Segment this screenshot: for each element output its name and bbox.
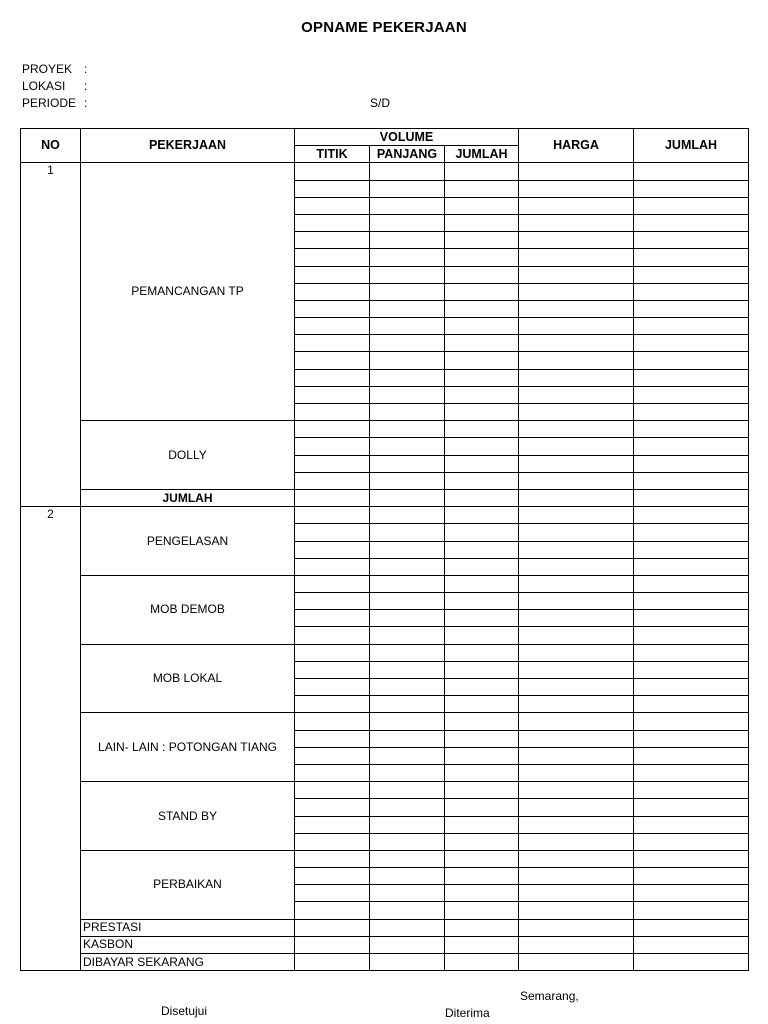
table-cell[interactable] (370, 283, 445, 300)
header-no: NO (21, 129, 81, 163)
table-cell[interactable] (519, 386, 634, 403)
table-cell[interactable] (445, 730, 519, 747)
table-body (21, 163, 749, 971)
table-cell[interactable] (370, 266, 445, 283)
meta-label: LOKASI (22, 79, 66, 93)
table-cell[interactable] (295, 610, 370, 627)
table-cell[interactable] (295, 902, 370, 919)
table-cell[interactable] (295, 764, 370, 781)
table-cell[interactable] (370, 489, 445, 506)
table-cell[interactable] (295, 730, 370, 747)
table-cell[interactable] (634, 266, 749, 283)
table-cell[interactable] (295, 163, 370, 180)
table-cell[interactable] (519, 885, 634, 902)
table-cell[interactable] (519, 713, 634, 730)
table-cell[interactable] (445, 850, 519, 867)
table-cell[interactable] (295, 782, 370, 799)
table-cell[interactable] (634, 782, 749, 799)
table-cell[interactable] (295, 661, 370, 678)
table-cell[interactable] (519, 627, 634, 644)
table-cell[interactable] (445, 885, 519, 902)
table-cell[interactable] (295, 404, 370, 421)
table-cell[interactable] (445, 713, 519, 730)
meta-sep: : (84, 79, 88, 93)
table-cell[interactable] (634, 936, 749, 953)
table-cell[interactable] (370, 713, 445, 730)
table-cell[interactable] (634, 679, 749, 696)
meta-label: PERIODE (22, 96, 77, 110)
table-cell[interactable] (370, 661, 445, 678)
table-cell[interactable] (445, 214, 519, 231)
table-cell[interactable] (519, 507, 634, 524)
table-cell[interactable] (634, 507, 749, 524)
table-cell[interactable] (370, 850, 445, 867)
table-cell[interactable] (445, 472, 519, 489)
table-cell[interactable] (634, 369, 749, 386)
table-cell[interactable] (445, 180, 519, 197)
footer-approved: Disetujui (161, 1004, 208, 1018)
table-cell[interactable] (295, 954, 370, 971)
table-cell[interactable] (295, 919, 370, 936)
table-cell[interactable] (445, 232, 519, 249)
table-cell[interactable] (370, 919, 445, 936)
table-cell[interactable] (634, 404, 749, 421)
table-cell[interactable] (445, 799, 519, 816)
work-item-label: PERBAIKAN (81, 850, 295, 919)
table-cell[interactable] (295, 541, 370, 558)
work-item-label: STAND BY (81, 782, 295, 851)
table-cell[interactable] (445, 558, 519, 575)
table-cell[interactable] (295, 369, 370, 386)
table-cell[interactable] (634, 163, 749, 180)
summary-label: DIBAYAR SEKARANG (81, 954, 295, 971)
table-cell[interactable] (519, 524, 634, 541)
header-pekerjaan: PEKERJAAN (81, 129, 295, 163)
table-cell[interactable] (295, 833, 370, 850)
table-cell[interactable] (634, 764, 749, 781)
table-cell[interactable] (295, 850, 370, 867)
table-cell[interactable] (370, 627, 445, 644)
table-cell[interactable] (519, 472, 634, 489)
table-cell[interactable] (634, 558, 749, 575)
table-cell[interactable] (519, 593, 634, 610)
table-cell[interactable] (519, 799, 634, 816)
table-cell[interactable] (295, 438, 370, 455)
table-cell[interactable] (634, 214, 749, 231)
table-cell[interactable] (445, 954, 519, 971)
table-cell[interactable] (295, 868, 370, 885)
table-cell[interactable] (445, 661, 519, 678)
table-cell[interactable] (370, 404, 445, 421)
table-cell[interactable] (295, 386, 370, 403)
table-cell[interactable] (519, 421, 634, 438)
table-cell[interactable] (519, 868, 634, 885)
table-cell[interactable] (295, 936, 370, 953)
table-cell[interactable] (519, 197, 634, 214)
table-cell[interactable] (634, 919, 749, 936)
table-cell[interactable] (634, 713, 749, 730)
table-cell[interactable] (295, 885, 370, 902)
table-cell[interactable] (370, 438, 445, 455)
table-cell[interactable] (445, 593, 519, 610)
table-cell[interactable] (634, 524, 749, 541)
table-cell[interactable] (445, 524, 519, 541)
table-cell[interactable] (445, 386, 519, 403)
table-cell[interactable] (519, 936, 634, 953)
table-cell[interactable] (445, 696, 519, 713)
table-cell[interactable] (445, 816, 519, 833)
table-row (21, 644, 749, 661)
table-cell[interactable] (445, 782, 519, 799)
table-cell[interactable] (295, 421, 370, 438)
table-cell[interactable] (519, 850, 634, 867)
table-cell[interactable] (370, 163, 445, 180)
table-cell[interactable] (445, 421, 519, 438)
table-cell[interactable] (519, 180, 634, 197)
summary-row (21, 936, 749, 953)
table-cell[interactable] (295, 816, 370, 833)
table-cell[interactable] (634, 799, 749, 816)
table-cell[interactable] (445, 764, 519, 781)
table-cell[interactable] (634, 593, 749, 610)
opname-table (20, 128, 749, 971)
table-cell[interactable] (295, 335, 370, 352)
header-harga: HARGA (519, 129, 634, 163)
table-cell[interactable] (634, 833, 749, 850)
table-cell[interactable] (445, 455, 519, 472)
table-cell[interactable] (445, 438, 519, 455)
table-cell[interactable] (519, 541, 634, 558)
table-cell[interactable] (295, 266, 370, 283)
table-cell[interactable] (370, 799, 445, 816)
table-cell[interactable] (445, 249, 519, 266)
meta-sep: : (84, 62, 88, 76)
meta-proyek (22, 62, 87, 76)
table-cell[interactable] (634, 868, 749, 885)
table-row (21, 782, 749, 799)
table-cell[interactable] (370, 249, 445, 266)
table-cell[interactable] (634, 610, 749, 627)
table-cell[interactable] (445, 300, 519, 317)
table-cell[interactable] (519, 352, 634, 369)
table-cell[interactable] (519, 696, 634, 713)
table-cell[interactable] (634, 696, 749, 713)
table-cell[interactable] (634, 575, 749, 592)
table-cell[interactable] (634, 180, 749, 197)
table-cell[interactable] (519, 404, 634, 421)
table-cell[interactable] (519, 610, 634, 627)
table-cell[interactable] (370, 644, 445, 661)
table-cell[interactable] (370, 868, 445, 885)
table-cell[interactable] (370, 352, 445, 369)
table-cell[interactable] (634, 747, 749, 764)
table-cell[interactable] (519, 318, 634, 335)
table-cell[interactable] (370, 730, 445, 747)
table-cell[interactable] (370, 369, 445, 386)
table-cell[interactable] (370, 507, 445, 524)
table-cell[interactable] (370, 232, 445, 249)
table-cell[interactable] (370, 541, 445, 558)
summary-label: PRESTASI (81, 919, 295, 936)
table-cell[interactable] (519, 919, 634, 936)
table-cell[interactable] (519, 954, 634, 971)
table-row (21, 575, 749, 592)
footer-city: Semarang, (520, 989, 579, 1003)
table-cell[interactable] (295, 593, 370, 610)
table-cell[interactable] (370, 335, 445, 352)
table-cell[interactable] (295, 696, 370, 713)
table-cell[interactable] (634, 455, 749, 472)
table-cell[interactable] (295, 283, 370, 300)
table-cell[interactable] (295, 799, 370, 816)
table-cell[interactable] (445, 266, 519, 283)
table-cell[interactable] (295, 489, 370, 506)
table-cell[interactable] (445, 644, 519, 661)
table-row (21, 850, 749, 867)
table-cell[interactable] (295, 232, 370, 249)
table-cell[interactable] (370, 816, 445, 833)
table-cell[interactable] (634, 335, 749, 352)
table-cell[interactable] (295, 747, 370, 764)
table-cell[interactable] (634, 644, 749, 661)
table-cell[interactable] (634, 661, 749, 678)
table-cell[interactable] (519, 214, 634, 231)
table-cell[interactable] (445, 507, 519, 524)
table-cell[interactable] (295, 575, 370, 592)
table-cell[interactable] (519, 266, 634, 283)
footer-received: Diterima (445, 1006, 490, 1020)
summary-label: KASBON (81, 936, 295, 953)
row-number: 1 (21, 163, 81, 507)
table-cell[interactable] (445, 833, 519, 850)
table-cell[interactable] (634, 472, 749, 489)
table-cell[interactable] (519, 764, 634, 781)
work-item-label: PEMANCANGAN TP (81, 163, 295, 421)
subtotal-label: JUMLAH (81, 489, 295, 506)
table-cell[interactable] (634, 730, 749, 747)
table-cell[interactable] (295, 472, 370, 489)
table-cell[interactable] (445, 318, 519, 335)
table-cell[interactable] (519, 558, 634, 575)
table-cell[interactable] (295, 455, 370, 472)
work-item-label: MOB LOKAL (81, 644, 295, 713)
table-cell[interactable] (445, 919, 519, 936)
summary-row (21, 919, 749, 936)
table-row (21, 507, 749, 524)
table-cell[interactable] (445, 283, 519, 300)
table-cell[interactable] (445, 541, 519, 558)
table-cell[interactable] (519, 283, 634, 300)
table-cell[interactable] (445, 747, 519, 764)
table-cell[interactable] (519, 575, 634, 592)
table-cell[interactable] (295, 627, 370, 644)
table-cell[interactable] (445, 404, 519, 421)
table-cell[interactable] (445, 163, 519, 180)
table-cell[interactable] (445, 868, 519, 885)
table-cell[interactable] (634, 627, 749, 644)
table-cell[interactable] (634, 318, 749, 335)
table-cell[interactable] (370, 679, 445, 696)
work-item-label: MOB DEMOB (81, 575, 295, 644)
table-cell[interactable] (634, 386, 749, 403)
table-cell[interactable] (519, 438, 634, 455)
table-cell[interactable] (370, 764, 445, 781)
table-cell[interactable] (295, 300, 370, 317)
table-cell[interactable] (370, 455, 445, 472)
table-cell[interactable] (445, 902, 519, 919)
table-cell[interactable] (370, 421, 445, 438)
table-cell[interactable] (295, 318, 370, 335)
table-cell[interactable] (634, 421, 749, 438)
table-row (21, 713, 749, 730)
table-cell[interactable] (370, 575, 445, 592)
table-cell[interactable] (295, 249, 370, 266)
meta-sep: : (84, 96, 88, 110)
table-cell[interactable] (370, 782, 445, 799)
table-cell[interactable] (445, 610, 519, 627)
meta-label: PROYEK (22, 62, 73, 76)
table-cell[interactable] (519, 661, 634, 678)
header-panjang: PANJANG (370, 146, 445, 163)
table-cell[interactable] (519, 902, 634, 919)
row-number: 2 (21, 507, 81, 971)
table-cell[interactable] (295, 214, 370, 231)
table-cell[interactable] (445, 936, 519, 953)
table-cell[interactable] (519, 644, 634, 661)
table-cell[interactable] (519, 455, 634, 472)
header-titik: TITIK (295, 146, 370, 163)
table-cell[interactable] (370, 954, 445, 971)
table-cell[interactable] (634, 300, 749, 317)
table-cell[interactable] (519, 833, 634, 850)
table-cell[interactable] (634, 438, 749, 455)
document-title: OPNAME PEKERJAAN (301, 19, 467, 36)
table-cell[interactable] (295, 524, 370, 541)
table-cell[interactable] (370, 386, 445, 403)
work-item-label: LAIN- LAIN : POTONGAN TIANG (81, 713, 295, 782)
table-cell[interactable] (370, 696, 445, 713)
table-cell[interactable] (295, 352, 370, 369)
table-row (21, 421, 749, 438)
table-cell[interactable] (370, 300, 445, 317)
table-cell[interactable] (519, 747, 634, 764)
table-row (21, 163, 749, 180)
table-cell[interactable] (445, 335, 519, 352)
table-cell[interactable] (519, 369, 634, 386)
work-item-label: DOLLY (81, 421, 295, 490)
table-cell[interactable] (519, 335, 634, 352)
table-cell[interactable] (295, 180, 370, 197)
table-cell[interactable] (634, 541, 749, 558)
header-jumlah: JUMLAH (634, 129, 749, 163)
table-cell[interactable] (370, 902, 445, 919)
table-cell[interactable] (445, 489, 519, 506)
table-cell[interactable] (634, 197, 749, 214)
table-cell[interactable] (445, 575, 519, 592)
table-cell[interactable] (370, 524, 445, 541)
subtotal-row (21, 489, 749, 506)
table-cell[interactable] (445, 197, 519, 214)
table-cell[interactable] (519, 816, 634, 833)
table-cell[interactable] (295, 197, 370, 214)
table-cell[interactable] (370, 214, 445, 231)
table-cell[interactable] (295, 679, 370, 696)
table-cell[interactable] (370, 318, 445, 335)
table-cell[interactable] (370, 747, 445, 764)
table-cell[interactable] (445, 352, 519, 369)
table-cell[interactable] (295, 507, 370, 524)
work-item-label: PENGELASAN (81, 507, 295, 576)
table-cell[interactable] (634, 249, 749, 266)
table-cell[interactable] (519, 163, 634, 180)
table-cell[interactable] (634, 489, 749, 506)
table-cell[interactable] (634, 902, 749, 919)
table-cell[interactable] (370, 610, 445, 627)
table-cell[interactable] (519, 782, 634, 799)
table-cell[interactable] (370, 180, 445, 197)
table-cell[interactable] (370, 593, 445, 610)
table-cell[interactable] (445, 627, 519, 644)
table-cell[interactable] (634, 283, 749, 300)
table-cell[interactable] (445, 369, 519, 386)
summary-row (21, 954, 749, 971)
table-cell[interactable] (445, 679, 519, 696)
table-cell[interactable] (519, 730, 634, 747)
table-cell[interactable] (634, 816, 749, 833)
table-cell[interactable] (295, 644, 370, 661)
table-cell[interactable] (634, 885, 749, 902)
meta-periode (22, 96, 87, 110)
table-cell[interactable] (519, 300, 634, 317)
table-cell[interactable] (634, 954, 749, 971)
table-cell[interactable] (519, 249, 634, 266)
header-volume: VOLUME (295, 129, 519, 146)
table-cell[interactable] (519, 489, 634, 506)
table-cell[interactable] (295, 558, 370, 575)
table-cell[interactable] (370, 472, 445, 489)
table-cell[interactable] (634, 352, 749, 369)
period-sd: S/D (370, 96, 391, 110)
table-cell[interactable] (370, 197, 445, 214)
meta-lokasi (22, 79, 87, 93)
table-cell[interactable] (295, 713, 370, 730)
table-cell[interactable] (370, 833, 445, 850)
table-cell[interactable] (519, 232, 634, 249)
header-jumlah-volume: JUMLAH (445, 146, 519, 163)
table-cell[interactable] (370, 936, 445, 953)
table-cell[interactable] (634, 850, 749, 867)
table-cell[interactable] (370, 885, 445, 902)
table-cell[interactable] (634, 232, 749, 249)
table-cell[interactable] (370, 558, 445, 575)
table-cell[interactable] (519, 679, 634, 696)
